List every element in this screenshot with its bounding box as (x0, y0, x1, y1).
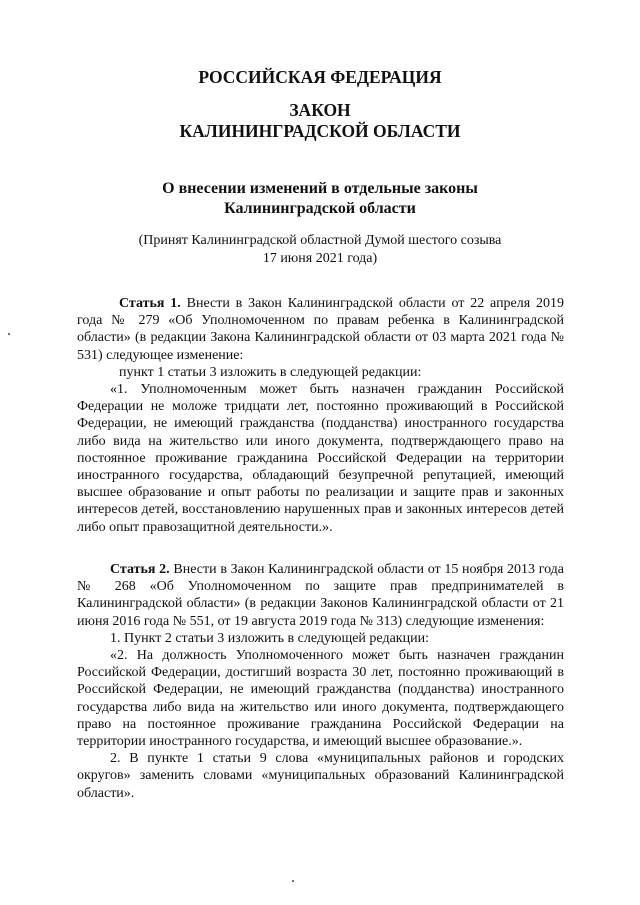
adoption-note-line1: (Принят Калининградской областной Думой шестого созыва (138, 233, 502, 248)
article-2-item-1: 1. Пункт 2 статьи 3 изложить в следующей редакции: (110, 630, 429, 646)
article-2-quote: «2. На должность Уполномоченного может быть назначен гражданин Российской Федерации, достигший возраста 30 лет, постоянно проживающий в Российской Федерации, не имеющий гражданства (подданства) иностранного государства либо вида на жительство или иного документа, подтверждающего право на постоянное проживание гражданина Российской Федерации на территории иностранного государства, и имеющий высшее образование.». (77, 648, 564, 750)
article-2-intro (77, 561, 564, 630)
header-country: РОССИЙСКАЯ ФЕДЕРАЦИЯ (198, 67, 442, 87)
scan-speck (8, 333, 10, 335)
article-1-item: пункт 1 статьи 3 изложить в следующей редакции: (119, 364, 422, 380)
adoption-note-line2: 17 июня 2021 года) (262, 251, 378, 266)
article-2-label: Статья 2. (110, 562, 170, 577)
article-1 (77, 295, 564, 536)
article-2-intro-text: Внести в Закон Калининградской области от 15 ноября 2013 года № 268 «Об Уполномоченном по защите прав предпринимателей в Калининградской области» (в редакции Законов Калининградской области от 21 июня 2016 года № 551, от 19 августа 2019 года № 313) следующие изменения: (77, 562, 565, 629)
law-title-line2: Калининградской области (224, 200, 416, 217)
article-2 (77, 561, 564, 802)
header-region: КАЛИНИНГРАДСКОЙ ОБЛАСТИ (179, 121, 461, 141)
law-title-line1: О внесении изменений в отдельные законы (162, 180, 478, 197)
article-1-label: Статья 1. (119, 296, 181, 311)
header-law: ЗАКОН (289, 100, 351, 120)
article-1-quote: «1. Уполномоченным может быть назначен гражданин Российской Федерации не моложе тридцати лет, постоянно проживающий в Российской Федерации, не имеющий гражданства (подданства) иностранного государства либо вида на жительство или иного документа, подтверждающего право на постоянное проживание гражданина Российской Федерации на территории иностранного государства, обладающий безупречной репутацией, имеющий высшее образование и опыт работы по реализации и защите прав и законных интересов детей, восстановлению нарушенных прав и законных интересов детей либо опыт правозащитной деятельности.». (77, 382, 564, 535)
scan-speck (292, 880, 294, 882)
article-2-item-2: 2. В пункте 1 статьи 9 слова «муниципальных районов и городских округов» заменить словами «муниципальных образований Калининградской области». (77, 751, 564, 801)
article-1-intro-text: Внести в Закон Калининградской области от 22 апреля 2019 года № 279 «Об Уполномоченном по правам ребенка в Калининградской области» (в редакции Закона Калининградской области от 03 марта 2021 года № 531) следующее изменение: (77, 296, 565, 363)
article-1-intro (77, 295, 564, 364)
